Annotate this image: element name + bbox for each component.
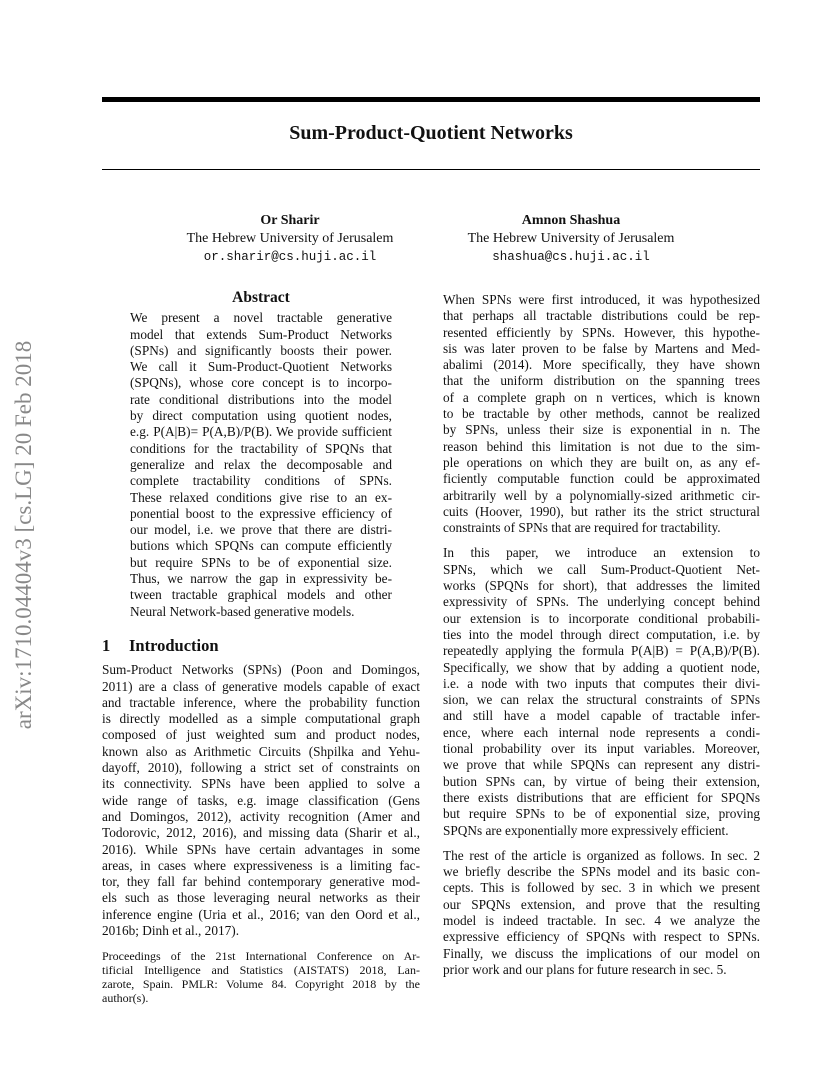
text-line: Todorovic, 2012, 2016), and missing data (Sharir et al., bbox=[102, 825, 420, 841]
author-email: or.sharir@cs.huji.ac.il bbox=[203, 250, 377, 264]
text-line: SPQNs are exponentially more expressively efficient. bbox=[443, 822, 729, 838]
text-line: but require SPNs to be of exponential size. bbox=[130, 554, 392, 570]
text-line: we briefly describe the SPNs model and its basic con- bbox=[443, 864, 760, 880]
text-line: (SPQNs), whose core concept is to incorpo- bbox=[130, 375, 392, 391]
text-line: inference engine (Uria et al., 2016; van den Oord et al., bbox=[102, 906, 420, 922]
text-line: sis was later proven to be false by Martens and Med- bbox=[443, 340, 760, 356]
title-rule bbox=[102, 169, 760, 170]
text-line: that the uniform distribution on the spanning trees bbox=[443, 373, 760, 389]
text-line: 2011) are a class of generative models capable of exact bbox=[102, 678, 420, 694]
author-affiliation: The Hebrew University of Jerusalem bbox=[467, 231, 675, 246]
text-line: tor, they fall far behind contemporary generative mod- bbox=[102, 874, 420, 890]
text-line: bution SPNs can, by virtue of being their extension, bbox=[443, 773, 760, 789]
text-line: These relaxed conditions give rise to an ex- bbox=[130, 489, 392, 505]
text-line: tween tractable graphical models and other bbox=[130, 587, 392, 603]
text-line: we prove that while SPQNs can represent any distri- bbox=[443, 757, 760, 773]
author-1 bbox=[140, 212, 440, 266]
text-line: ple operations on which they are built on, as any ef- bbox=[443, 454, 760, 470]
text-line: zarote, Spain. PMLR: Volume 84. Copyright 2018 by the bbox=[102, 977, 420, 992]
text-line: there exists distributions that are efficient for SPQNs bbox=[443, 789, 760, 805]
text-line: works (SPQNs for short), that addresses the limited bbox=[443, 578, 760, 594]
text-line: Specifically, we show that by adding a quotient node, bbox=[443, 659, 760, 675]
text-line: wide range of tasks, e.g. image classification (Gens bbox=[102, 792, 420, 808]
text-line: abalimi (2014). More specifically, they have shown bbox=[443, 357, 760, 373]
text-line: known also as Arithmetic Circuits (Shpilka and Yehu- bbox=[102, 743, 420, 759]
text-line: of a complete graph on n vertices, which is known bbox=[443, 389, 760, 405]
text-line: tional probability over its input variables. Moreover, bbox=[443, 741, 760, 757]
text-line: repeatedly applying the formula P(A|B) = P(A,B)/P(B). bbox=[443, 643, 760, 659]
text-line: areas, in cases where expressiveness is a limiting fac- bbox=[102, 857, 420, 873]
text-line: SPNs, which we call Sum-Product-Quotient Net- bbox=[443, 561, 760, 577]
paragraph bbox=[443, 292, 760, 536]
text-line: composed of just weighted sum and product nodes, bbox=[102, 727, 420, 743]
text-line: expressivity of SPNs. The underlying concept behind bbox=[443, 594, 760, 610]
text-line: but require SPNs to be of exponential size, proving bbox=[443, 806, 760, 822]
text-line: model that extends Sum-Product Networks bbox=[130, 326, 392, 342]
text-line: and tractable inference, where the probability function bbox=[102, 694, 420, 710]
author-name: Amnon Shashua bbox=[521, 213, 621, 228]
text-line: Finally, we discuss the implications of our model on bbox=[443, 945, 760, 961]
text-line: is directly modelled as a simple computational graph bbox=[102, 711, 420, 727]
author-affiliation: The Hebrew University of Jerusalem bbox=[186, 231, 394, 246]
arxiv-side-label: arXiv:1710.04404v3 [cs.LG] 20 Feb 2018 bbox=[11, 340, 36, 730]
text-line: cepts. This is followed by sec. 3 in which we present bbox=[443, 880, 760, 896]
section-heading-introduction bbox=[102, 635, 420, 655]
text-line: In this paper, we introduce an extension to bbox=[443, 545, 760, 561]
text-line: prior work and our plans for future research in sec. 5. bbox=[443, 961, 727, 977]
text-line: When SPNs were first introduced, it was hypothesized bbox=[443, 292, 760, 307]
text-line: Proceedings of the 21st International Conference on Ar- bbox=[102, 949, 420, 964]
author-email: shashua@cs.huji.ac.il bbox=[492, 250, 650, 264]
author-name: Or Sharir bbox=[260, 213, 320, 228]
text-line: our extension is to incorporate conditional probabili- bbox=[443, 610, 760, 626]
abstract-body bbox=[102, 310, 420, 620]
text-line: Neural Network-based generative models. bbox=[130, 603, 355, 619]
text-line: sion, we can relax the structural constraints of SPNs bbox=[443, 692, 760, 708]
text-line: ponential boost to the expressive efficiency of bbox=[130, 505, 392, 521]
author-2 bbox=[421, 212, 721, 266]
paper-title: Sum-Product-Quotient Networks bbox=[289, 122, 573, 144]
text-line: by direct computation using quotient nodes, bbox=[130, 408, 392, 424]
text-line: and Domingos, 2012), activity recognition (Amer and bbox=[102, 808, 420, 824]
section-number: 1 bbox=[102, 635, 111, 655]
introduction-body bbox=[102, 662, 420, 939]
text-line: resented efficiently by SPNs. However, this hypothe- bbox=[443, 324, 760, 340]
text-line: its connectivity. SPNs have been applied to solve a bbox=[102, 776, 420, 792]
text-line: expressive efficiency of SPQNs with respect to SPNs. bbox=[443, 929, 760, 945]
right-column bbox=[443, 292, 760, 978]
text-line: 2016b; Dinh et al., 2017). bbox=[102, 922, 240, 938]
text-line: arbitrarily well by a polynomially-sized arithmetic cir- bbox=[443, 487, 760, 503]
text-line: that perhaps all tractable distributions could be rep- bbox=[443, 308, 760, 324]
text-line: i.e. a node with two inputs that computes their divi- bbox=[443, 675, 760, 691]
text-line: e.g. P(A|B)= P(A,B)/P(B). We provide sufficient bbox=[130, 424, 392, 440]
paragraph bbox=[443, 545, 760, 838]
text-line: cuits (Hoover, 1990), but rather its the strict structural bbox=[443, 503, 760, 519]
text-line: butions which SPQNs can compute efficiently bbox=[130, 538, 392, 554]
text-line: to be tractable by other methods, cannot be realized bbox=[443, 406, 760, 422]
text-line: ficiently computable function could be approximated bbox=[443, 471, 760, 487]
text-line: complete tractability conditions of SPNs. bbox=[130, 473, 392, 489]
top-rule bbox=[102, 97, 760, 102]
text-line: We present a novel tractable generative bbox=[130, 310, 392, 326]
text-line: The rest of the article is organized as follows. In sec. 2 bbox=[443, 847, 760, 863]
text-line: reason behind this limitation is not due to the sim- bbox=[443, 438, 760, 454]
text-line: rate conditional distributions into the model bbox=[130, 391, 392, 407]
left-column bbox=[102, 290, 420, 1005]
text-line: conditions for the tractability of SPQNs that bbox=[130, 440, 392, 456]
text-line: Thus, we narrow the gap in expressivity be- bbox=[130, 571, 392, 587]
text-line: by SPNs, unless their size is exponential in n. The bbox=[443, 422, 760, 438]
text-line: constraints of SPNs that are required for tractability. bbox=[443, 520, 721, 536]
text-line: tificial Intelligence and Statistics (AISTATS) 2018, Lan- bbox=[102, 963, 420, 978]
text-line: 2016). While SPNs have certain advantages in some bbox=[102, 841, 420, 857]
text-line: our model, i.e. we prove that there are distri- bbox=[130, 522, 392, 538]
text-line: dayoff, 2010), following a strict set of constraints on bbox=[102, 760, 420, 776]
text-line: ence, where each internal node represents a condi- bbox=[443, 724, 760, 740]
text-line: author(s). bbox=[102, 991, 149, 1006]
text-line: model is indeed tractable. In sec. 4 we analyze the bbox=[443, 912, 760, 928]
section-title: Introduction bbox=[129, 635, 219, 655]
text-line: We call it Sum-Product-Quotient Networks bbox=[130, 359, 392, 375]
text-line: els such as those leveraging neural networks as their bbox=[102, 890, 420, 906]
abstract-heading: Abstract bbox=[232, 289, 290, 306]
text-line: and still have a model capable of tractable infer- bbox=[443, 708, 760, 724]
text-line: Sum-Product Networks (SPNs) (Poon and Domingos, bbox=[102, 662, 420, 678]
text-line: ties into the model through direct computation, i.e. by bbox=[443, 626, 760, 642]
text-line: our SPQNs extension, and prove that the resulting bbox=[443, 896, 760, 912]
text-line: (SPNs) and significantly boosts their power. bbox=[130, 342, 392, 358]
paragraph bbox=[443, 848, 760, 978]
text-line: generalize and relax the decomposable and bbox=[130, 456, 392, 472]
footnote bbox=[102, 949, 420, 1005]
